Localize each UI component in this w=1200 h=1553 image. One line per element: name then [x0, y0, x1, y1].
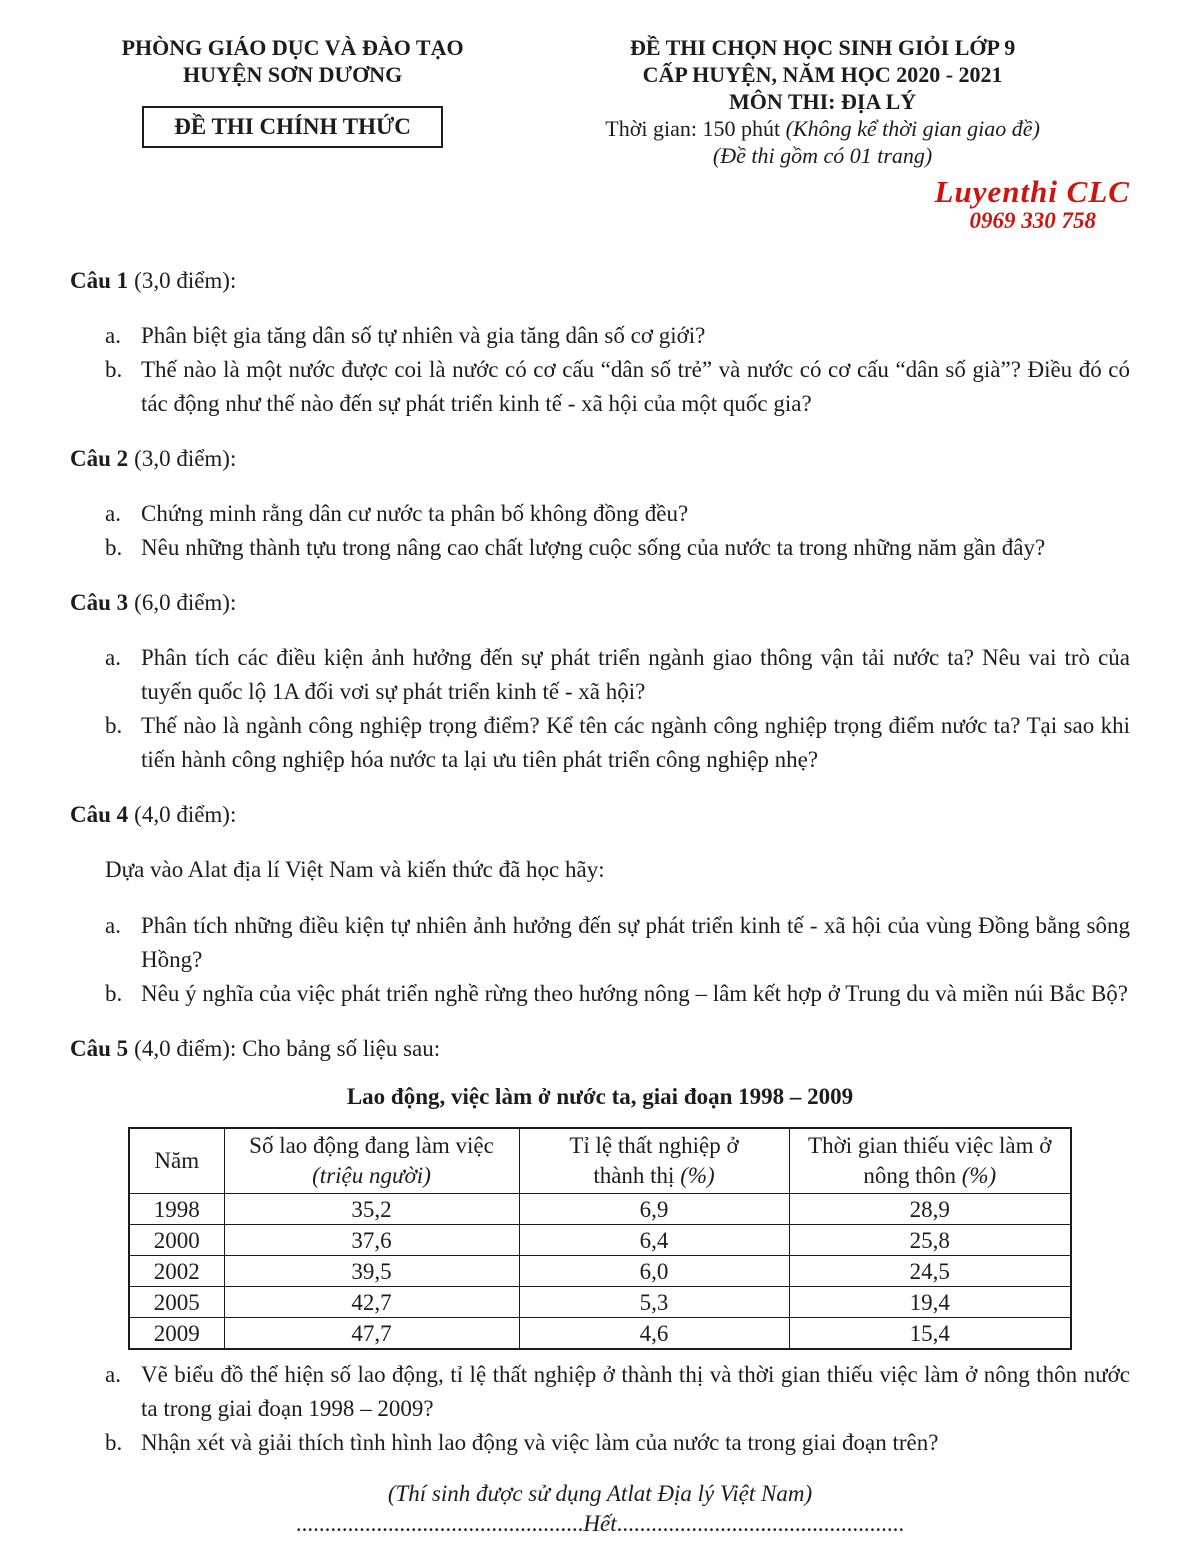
exam-duration-note: (Không kể thời gian giao đề)	[785, 116, 1040, 141]
exam-title-block	[515, 34, 1130, 233]
official-exam-label: ĐỀ THI CHÍNH THỨC	[174, 114, 411, 139]
item-text: Nhận xét và giải thích tình hình lao động và việc làm của nước ta trong giai đoạn trên?	[141, 1430, 939, 1455]
question-3-heading	[70, 587, 1130, 619]
item-marker: b.	[105, 1430, 123, 1455]
item-text: Thế nào là một nước được coi là nước có cơ cấu “dân số trẻ” và nước có cơ cấu “dân số già”? Điều đó có tác động như thế nào đến sự phát triển kinh tế - xã hội của một quốc gia?	[141, 357, 1130, 416]
logo-text: Luyenthi CLC	[934, 174, 1130, 209]
question-4	[70, 799, 1130, 1011]
question-1-heading	[70, 265, 1130, 297]
cell-workforce: 37,6	[224, 1225, 519, 1256]
authority-line1: PHÒNG GIÁO DỤC VÀ ĐÀO TẠO	[121, 35, 464, 60]
table-row	[129, 1225, 1071, 1256]
item-marker: a.	[105, 501, 121, 526]
question-4-heading	[70, 799, 1130, 831]
item-text: Chứng minh rằng dân cư nước ta phân bố không đồng đều?	[141, 501, 689, 526]
question-5-points: (4,0 điểm): Cho bảng số liệu sau:	[134, 1036, 441, 1061]
question-5-item-a	[70, 1358, 1130, 1426]
cell-underemployment: 28,9	[789, 1194, 1071, 1225]
item-text: Nêu những thành tựu trong nâng cao chất lượng cuộc sống của nước ta trong những năm gần đây?	[141, 535, 1046, 560]
cell-unemployment: 4,6	[519, 1318, 789, 1350]
cell-unemployment: 6,9	[519, 1194, 789, 1225]
question-3-points: (6,0 điểm):	[134, 590, 237, 615]
logo	[515, 175, 1130, 233]
item-text: Nêu ý nghĩa của việc phát triển nghề rừng theo hướng nông – lâm kết hợp ở Trung du và miền núi Bắc Bộ?	[141, 981, 1128, 1006]
exam-title-line1: ĐỀ THI CHỌN HỌC SINH GIỎI LỚP 9	[629, 35, 1016, 60]
table-row	[129, 1318, 1071, 1350]
table-row	[129, 1194, 1071, 1225]
question-1-label: Câu 1	[70, 268, 129, 293]
cell-underemployment: 19,4	[789, 1287, 1071, 1318]
question-4-item-a	[70, 909, 1130, 977]
question-1-item-a	[70, 319, 1130, 353]
cell-workforce: 47,7	[224, 1318, 519, 1350]
question-4-intro: Dựa vào Alat địa lí Việt Nam và kiến thức đã học hãy:	[105, 857, 605, 882]
question-3-item-a	[70, 641, 1130, 709]
logo-phone: 0969 330 758	[969, 208, 1096, 233]
item-text: Vẽ biểu đồ thể hiện số lao động, tỉ lệ thất nghiệp ở thành thị và thời gian thiếu việc làm ở nông thôn nước ta trong giai đoạn 1998 – 2009?	[141, 1362, 1130, 1421]
cell-year: 2002	[129, 1256, 224, 1287]
item-marker: a.	[105, 913, 121, 938]
item-text: Thế nào là ngành công nghiệp trọng điểm? Kể tên các ngành công nghiệp trọng điểm nước ta? Tại sao khi tiến hành công nghiệp hóa nước ta lại ưu tiên phát triển công nghiệp nhẹ?	[141, 713, 1130, 772]
question-2-heading	[70, 443, 1130, 475]
col-header-year: Năm	[129, 1128, 224, 1194]
exam-duration	[515, 115, 1130, 142]
exam-pages-note: (Đề thi gồm có 01 trang)	[712, 143, 933, 168]
exam-body	[70, 243, 1130, 1460]
cell-underemployment: 24,5	[789, 1256, 1071, 1287]
col-header-unemployment: Tỉ lệ thất nghiệp ở thành thị (%)	[519, 1128, 789, 1194]
cell-workforce: 39,5	[224, 1256, 519, 1287]
question-2-points: (3,0 điểm):	[134, 446, 237, 471]
cell-unemployment: 6,4	[519, 1225, 789, 1256]
question-1	[70, 265, 1130, 421]
exam-subject: MÔN THI: ĐỊA LÝ	[728, 89, 917, 114]
item-marker: b.	[105, 981, 123, 1006]
table-title: Lao động, việc làm ở nước ta, giai đoạn 1998 – 2009	[346, 1084, 854, 1109]
table-row	[129, 1256, 1071, 1287]
end-dots-right: ..................................................	[616, 1511, 905, 1536]
question-5-label: Câu 5	[70, 1036, 129, 1061]
item-marker: a.	[105, 645, 121, 670]
data-table	[128, 1127, 1072, 1350]
question-5-heading	[70, 1033, 1130, 1065]
cell-workforce: 35,2	[224, 1194, 519, 1225]
table-header-row	[129, 1128, 1071, 1194]
question-4-item-b	[70, 977, 1130, 1011]
question-4-label: Câu 4	[70, 802, 129, 827]
question-1-points: (3,0 điểm):	[134, 268, 237, 293]
cell-year: 2009	[129, 1318, 224, 1350]
question-3-item-b	[70, 709, 1130, 777]
question-3	[70, 587, 1130, 777]
item-text: Phân tích những điều kiện tự nhiên ảnh hưởng đến sự phát triển kinh tế - xã hội của vùng Đồng bằng sông Hồng?	[141, 913, 1130, 972]
cell-unemployment: 5,3	[519, 1287, 789, 1318]
cell-unemployment: 6,0	[519, 1256, 789, 1287]
item-marker: b.	[105, 357, 123, 382]
official-exam-box	[142, 106, 443, 148]
item-marker: b.	[105, 535, 123, 560]
question-4-points: (4,0 điểm):	[134, 802, 237, 827]
footer	[70, 1479, 1130, 1539]
question-3-label: Câu 3	[70, 590, 129, 615]
item-marker: b.	[105, 713, 123, 738]
question-2-item-a	[70, 497, 1130, 531]
item-text: Phân tích các điều kiện ảnh hưởng đến sự phát triển ngành giao thông vận tải nước ta? Nêu vai trò của tuyến quốc lộ 1A đối vơi sự phát triển kinh tế - xã hội?	[141, 645, 1130, 704]
cell-year: 1998	[129, 1194, 224, 1225]
end-of-exam-line	[70, 1509, 1130, 1539]
question-1-item-b	[70, 353, 1130, 421]
issuing-authority-block	[70, 34, 515, 233]
cell-underemployment: 15,4	[789, 1318, 1071, 1350]
col-header-workforce: Số lao động đang làm việc (triệu người)	[224, 1128, 519, 1194]
item-text: Phân biệt gia tăng dân số tự nhiên và gia tăng dân số cơ giới?	[141, 323, 706, 348]
question-5-item-b	[70, 1426, 1130, 1460]
question-2-label: Câu 2	[70, 446, 129, 471]
cell-year: 2005	[129, 1287, 224, 1318]
end-dots-left: ..................................................	[295, 1511, 584, 1536]
item-marker: a.	[105, 323, 121, 348]
end-label: Hết	[583, 1511, 617, 1536]
item-marker: a.	[105, 1362, 121, 1387]
exam-duration-text: Thời gian: 150 phút	[605, 116, 786, 141]
authority-line2: HUYỆN SƠN DƯƠNG	[182, 62, 403, 87]
cell-workforce: 42,7	[224, 1287, 519, 1318]
question-5	[70, 1033, 1130, 1460]
table-row	[129, 1287, 1071, 1318]
exam-title-line2: CẤP HUYỆN, NĂM HỌC 2020 - 2021	[642, 62, 1003, 87]
header	[70, 34, 1130, 233]
question-2	[70, 443, 1130, 565]
question-2-item-b	[70, 531, 1130, 565]
col-header-underemployment: Thời gian thiếu việc làm ở nông thôn (%)	[789, 1128, 1071, 1194]
cell-underemployment: 25,8	[789, 1225, 1071, 1256]
cell-year: 2000	[129, 1225, 224, 1256]
atlas-permission-note: (Thí sinh được sử dụng Atlat Địa lý Việt Nam)	[387, 1481, 813, 1506]
